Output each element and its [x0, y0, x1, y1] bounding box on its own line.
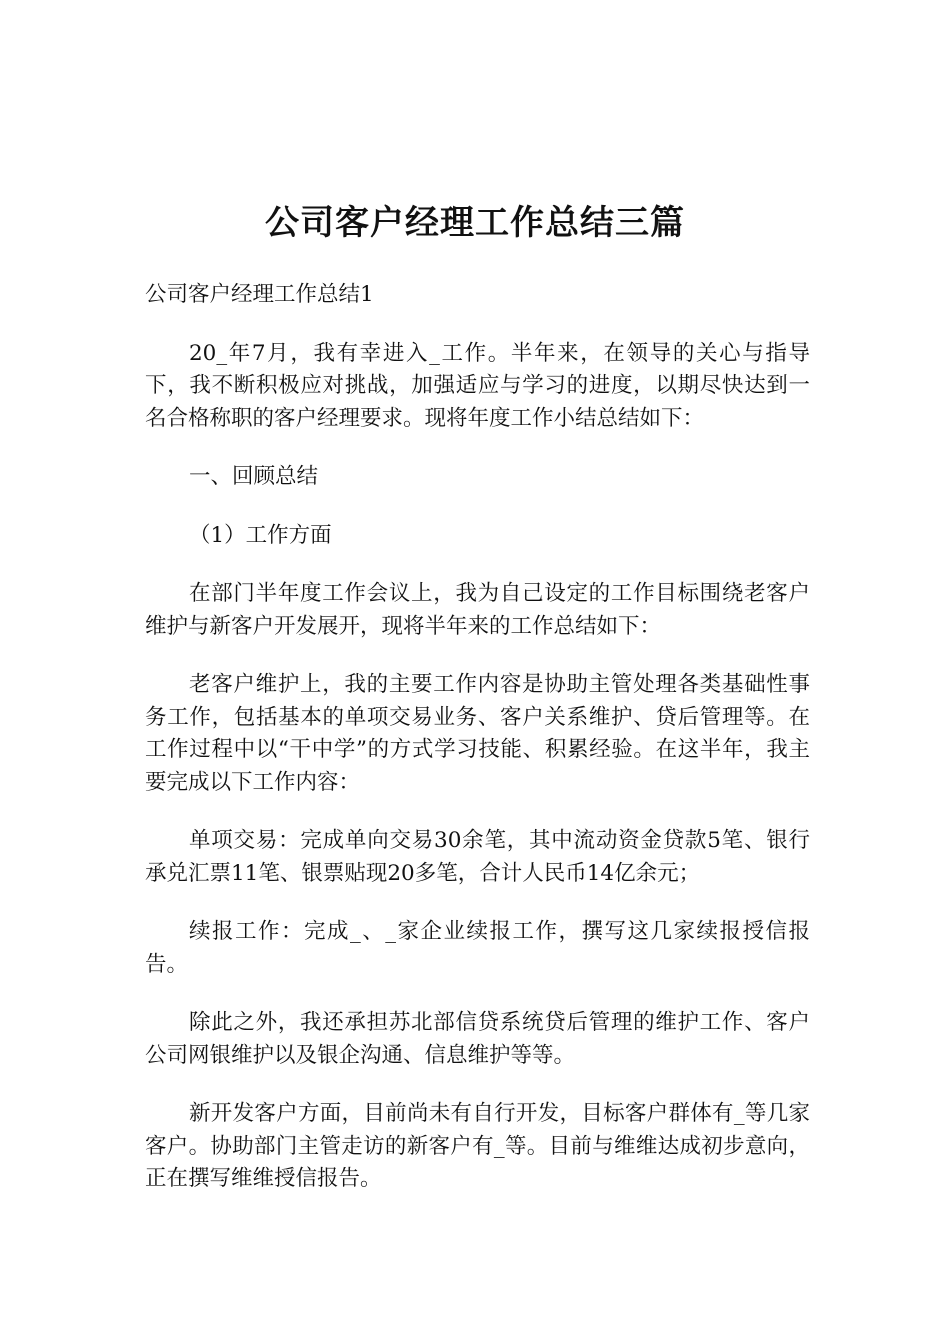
paragraph-renewal-work: 续报工作：完成_、_家企业续报工作，撰写这几家续报授信报告。: [145, 919, 810, 977]
section-heading: 公司客户经理工作总结1: [145, 282, 374, 307]
document-body: [145, 279, 810, 1196]
paragraph-single-transactions: 单项交易：完成单向交易30余笔，其中流动资金贷款5笔、银行承兑汇票11笔、银票贴现20多笔，合计人民币14亿余元；: [145, 828, 810, 886]
paragraph-new-clients: 新开发客户方面，目前尚未有自行开发，目标客户群体有_等几家客户。协助部门主管走访的新客户有_等。目前与维维达成初步意向，正在撰写维维授信报告。: [145, 1101, 810, 1191]
paragraph-other-duties: 除此之外，我还承担苏北部信贷系统贷后管理的维护工作、客户公司网银维护以及银企沟通、信息维护等等。: [145, 1010, 810, 1068]
heading-work-aspect: （1）工作方面: [189, 522, 332, 548]
paragraph-intro: 20_年7月，我有幸进入_工作。半年来，在领导的关心与指导下，我不断积极应对挑战，加强适应与学习的进度，以期尽快达到一名合格称职的客户经理要求。现将年度工作小结总结如下：: [145, 340, 810, 431]
heading-review-summary: 一、回顾总结: [189, 464, 319, 489]
paragraph-work-goals: 在部门半年度工作会议上，我为自己设定的工作目标围绕老客户维护与新客户开发展开，现将半年来的工作总结如下：: [145, 581, 810, 639]
paragraph-old-clients: 老客户维护上，我的主要工作内容是协助主管处理各类基础性事务工作，包括基本的单项交易业务、客户关系维护、贷后管理等。在工作过程中以“干中学”的方式学习技能、积累经验。在这半年，我主要完成以下工作内容：: [145, 672, 810, 795]
document-title: 公司客户经理工作总结三篇: [265, 203, 685, 243]
